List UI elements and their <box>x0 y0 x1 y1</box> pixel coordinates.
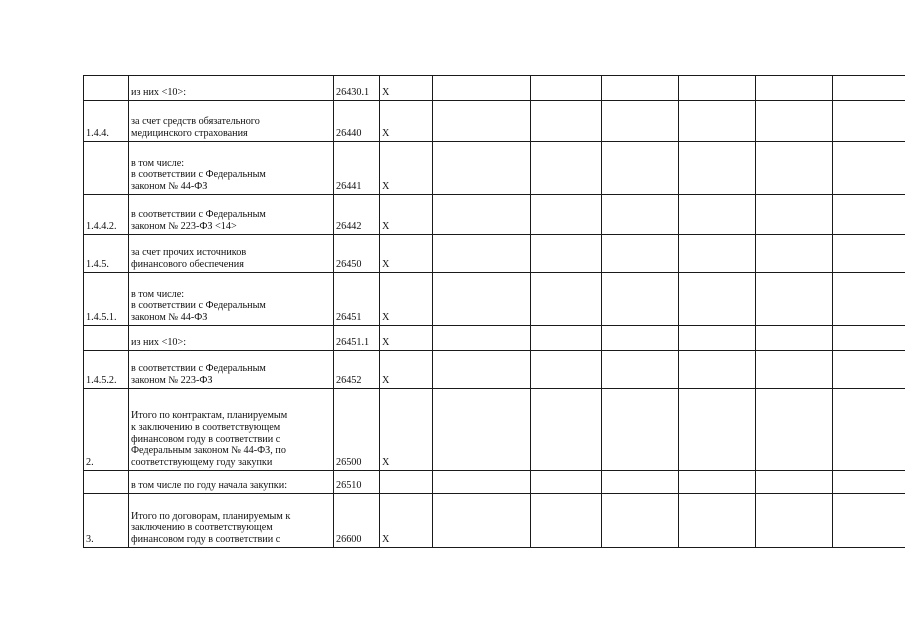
x-mark-cell: X <box>380 142 433 195</box>
amount-cell <box>433 351 531 389</box>
description-line: за счет прочих источников <box>131 247 247 259</box>
table-row <box>84 494 905 548</box>
amount-cell <box>433 471 531 494</box>
x-mark-cell: X <box>380 494 433 548</box>
amount-cell <box>679 494 756 548</box>
amount-cell <box>531 76 602 101</box>
amount-cell <box>833 76 905 101</box>
amount-cell <box>833 142 905 195</box>
amount-cell <box>531 471 602 494</box>
indicator-description-cell <box>129 351 334 389</box>
row-number-cell: 1.4.4.2. <box>84 195 129 235</box>
form-sheet <box>83 75 905 548</box>
row-number-cell: 2. <box>84 389 129 471</box>
indicator-description-cell <box>129 195 334 235</box>
row-number-cell: 1.4.5.2. <box>84 351 129 389</box>
table-row <box>84 351 905 389</box>
description-line: Федеральным законом № 44-ФЗ, по <box>131 445 286 457</box>
row-code-cell: 26430.1 <box>334 76 380 101</box>
amount-cell <box>833 351 905 389</box>
description-line: к заключению в соответствующем <box>131 421 281 433</box>
amount-cell <box>756 142 833 195</box>
description-line: из них <10>: <box>131 87 187 99</box>
amount-cell <box>433 326 531 351</box>
description-line: законом № 44-ФЗ <box>131 312 208 324</box>
row-number-cell: 1.4.5.1. <box>84 273 129 326</box>
amount-cell <box>531 273 602 326</box>
description-line: в соответствии с Федеральным <box>131 169 266 181</box>
indicator-description-cell <box>129 326 334 351</box>
indicator-description-cell <box>129 471 334 494</box>
amount-cell <box>679 76 756 101</box>
amount-cell <box>756 235 833 273</box>
row-code-cell: 26441 <box>334 142 380 195</box>
x-mark-cell <box>380 471 433 494</box>
table-row <box>84 273 905 326</box>
row-code-cell: 26451.1 <box>334 326 380 351</box>
indicator-description-cell <box>129 76 334 101</box>
amount-cell <box>602 76 679 101</box>
row-code-cell: 26600 <box>334 494 380 548</box>
amount-cell <box>756 195 833 235</box>
amount-cell <box>833 195 905 235</box>
description-line: за счет средств обязательного <box>131 116 260 128</box>
description-line: соответствующему году закупки <box>131 457 273 469</box>
row-code-cell: 26450 <box>334 235 380 273</box>
amount-cell <box>679 235 756 273</box>
amount-cell <box>833 326 905 351</box>
description-line: из них <10>: <box>131 337 187 349</box>
description-line: законом № 223-ФЗ <14> <box>131 221 237 233</box>
table-row <box>84 76 905 101</box>
x-mark-cell: X <box>380 101 433 142</box>
amount-cell <box>602 273 679 326</box>
amount-cell <box>531 142 602 195</box>
description-line: законом № 44-ФЗ <box>131 181 208 193</box>
amount-cell <box>531 326 602 351</box>
row-number-cell <box>84 142 129 195</box>
amount-cell <box>679 351 756 389</box>
amount-cell <box>531 351 602 389</box>
amount-cell <box>602 389 679 471</box>
description-line: в соответствии с Федеральным <box>131 300 266 312</box>
amount-cell <box>433 195 531 235</box>
table-row <box>84 142 905 195</box>
row-code-cell: 26440 <box>334 101 380 142</box>
amount-cell <box>531 389 602 471</box>
table-row <box>84 389 905 471</box>
amount-cell <box>756 351 833 389</box>
amount-cell <box>602 471 679 494</box>
description-line: финансовом году в соответствии с <box>131 534 281 546</box>
amount-cell <box>833 471 905 494</box>
indicator-description-cell <box>129 142 334 195</box>
amount-cell <box>833 101 905 142</box>
indicator-description-cell <box>129 273 334 326</box>
row-number-cell <box>84 76 129 101</box>
amount-cell <box>602 326 679 351</box>
amount-cell <box>531 195 602 235</box>
indicator-description-cell <box>129 235 334 273</box>
amount-cell <box>433 494 531 548</box>
table-row <box>84 101 905 142</box>
amount-cell <box>679 101 756 142</box>
x-mark-cell: X <box>380 351 433 389</box>
table-row <box>84 326 905 351</box>
amount-cell <box>531 101 602 142</box>
amount-cell <box>433 235 531 273</box>
amount-cell <box>531 494 602 548</box>
amount-cell <box>433 142 531 195</box>
indicator-description-cell <box>129 494 334 548</box>
amount-cell <box>602 351 679 389</box>
amount-cell <box>756 76 833 101</box>
amount-cell <box>833 389 905 471</box>
indicator-description-cell <box>129 389 334 471</box>
table-body <box>84 76 905 548</box>
description-line: финансового обеспечения <box>131 259 244 271</box>
amount-cell <box>756 471 833 494</box>
description-line: Итого по контрактам, планируемым <box>131 410 288 422</box>
row-code-cell: 26452 <box>334 351 380 389</box>
row-code-cell: 26451 <box>334 273 380 326</box>
row-code-cell: 26442 <box>334 195 380 235</box>
financial-plan-table <box>83 75 905 548</box>
x-mark-cell: X <box>380 76 433 101</box>
description-line: в соответствии с Федеральным <box>131 363 266 375</box>
amount-cell <box>756 273 833 326</box>
x-mark-cell: X <box>380 235 433 273</box>
x-mark-cell: X <box>380 389 433 471</box>
amount-cell <box>833 235 905 273</box>
amount-cell <box>602 142 679 195</box>
description-line: заключению в соответствующем <box>131 522 273 534</box>
amount-cell <box>679 195 756 235</box>
amount-cell <box>756 101 833 142</box>
amount-cell <box>602 235 679 273</box>
row-number-cell <box>84 326 129 351</box>
description-line: законом № 223-ФЗ <box>131 375 213 387</box>
amount-cell <box>602 195 679 235</box>
amount-cell <box>679 326 756 351</box>
amount-cell <box>679 471 756 494</box>
amount-cell <box>602 101 679 142</box>
amount-cell <box>433 76 531 101</box>
row-number-cell: 1.4.5. <box>84 235 129 273</box>
row-number-cell: 3. <box>84 494 129 548</box>
amount-cell <box>531 235 602 273</box>
amount-cell <box>602 494 679 548</box>
amount-cell <box>833 494 905 548</box>
table-row <box>84 235 905 273</box>
amount-cell <box>433 101 531 142</box>
description-line: в том числе: <box>131 157 185 169</box>
row-code-cell: 26510 <box>334 471 380 494</box>
description-line: в соответствии с Федеральным <box>131 209 266 221</box>
amount-cell <box>833 273 905 326</box>
row-code-cell: 26500 <box>334 389 380 471</box>
amount-cell <box>679 273 756 326</box>
table-row <box>84 471 905 494</box>
amount-cell <box>679 142 756 195</box>
amount-cell <box>756 389 833 471</box>
table-row <box>84 195 905 235</box>
amount-cell <box>433 273 531 326</box>
description-line: в том числе по году начала закупки: <box>131 480 288 492</box>
row-number-cell <box>84 471 129 494</box>
description-line: финансовом году в соответствии с <box>131 433 281 445</box>
indicator-description-cell <box>129 101 334 142</box>
description-line: в том числе: <box>131 288 185 300</box>
amount-cell <box>756 326 833 351</box>
amount-cell <box>679 389 756 471</box>
x-mark-cell: X <box>380 273 433 326</box>
row-number-cell: 1.4.4. <box>84 101 129 142</box>
x-mark-cell: X <box>380 326 433 351</box>
amount-cell <box>433 389 531 471</box>
description-line: Итого по договорам, планируемым к <box>131 510 291 522</box>
description-line: медицинского страхования <box>131 128 248 140</box>
amount-cell <box>756 494 833 548</box>
x-mark-cell: X <box>380 195 433 235</box>
